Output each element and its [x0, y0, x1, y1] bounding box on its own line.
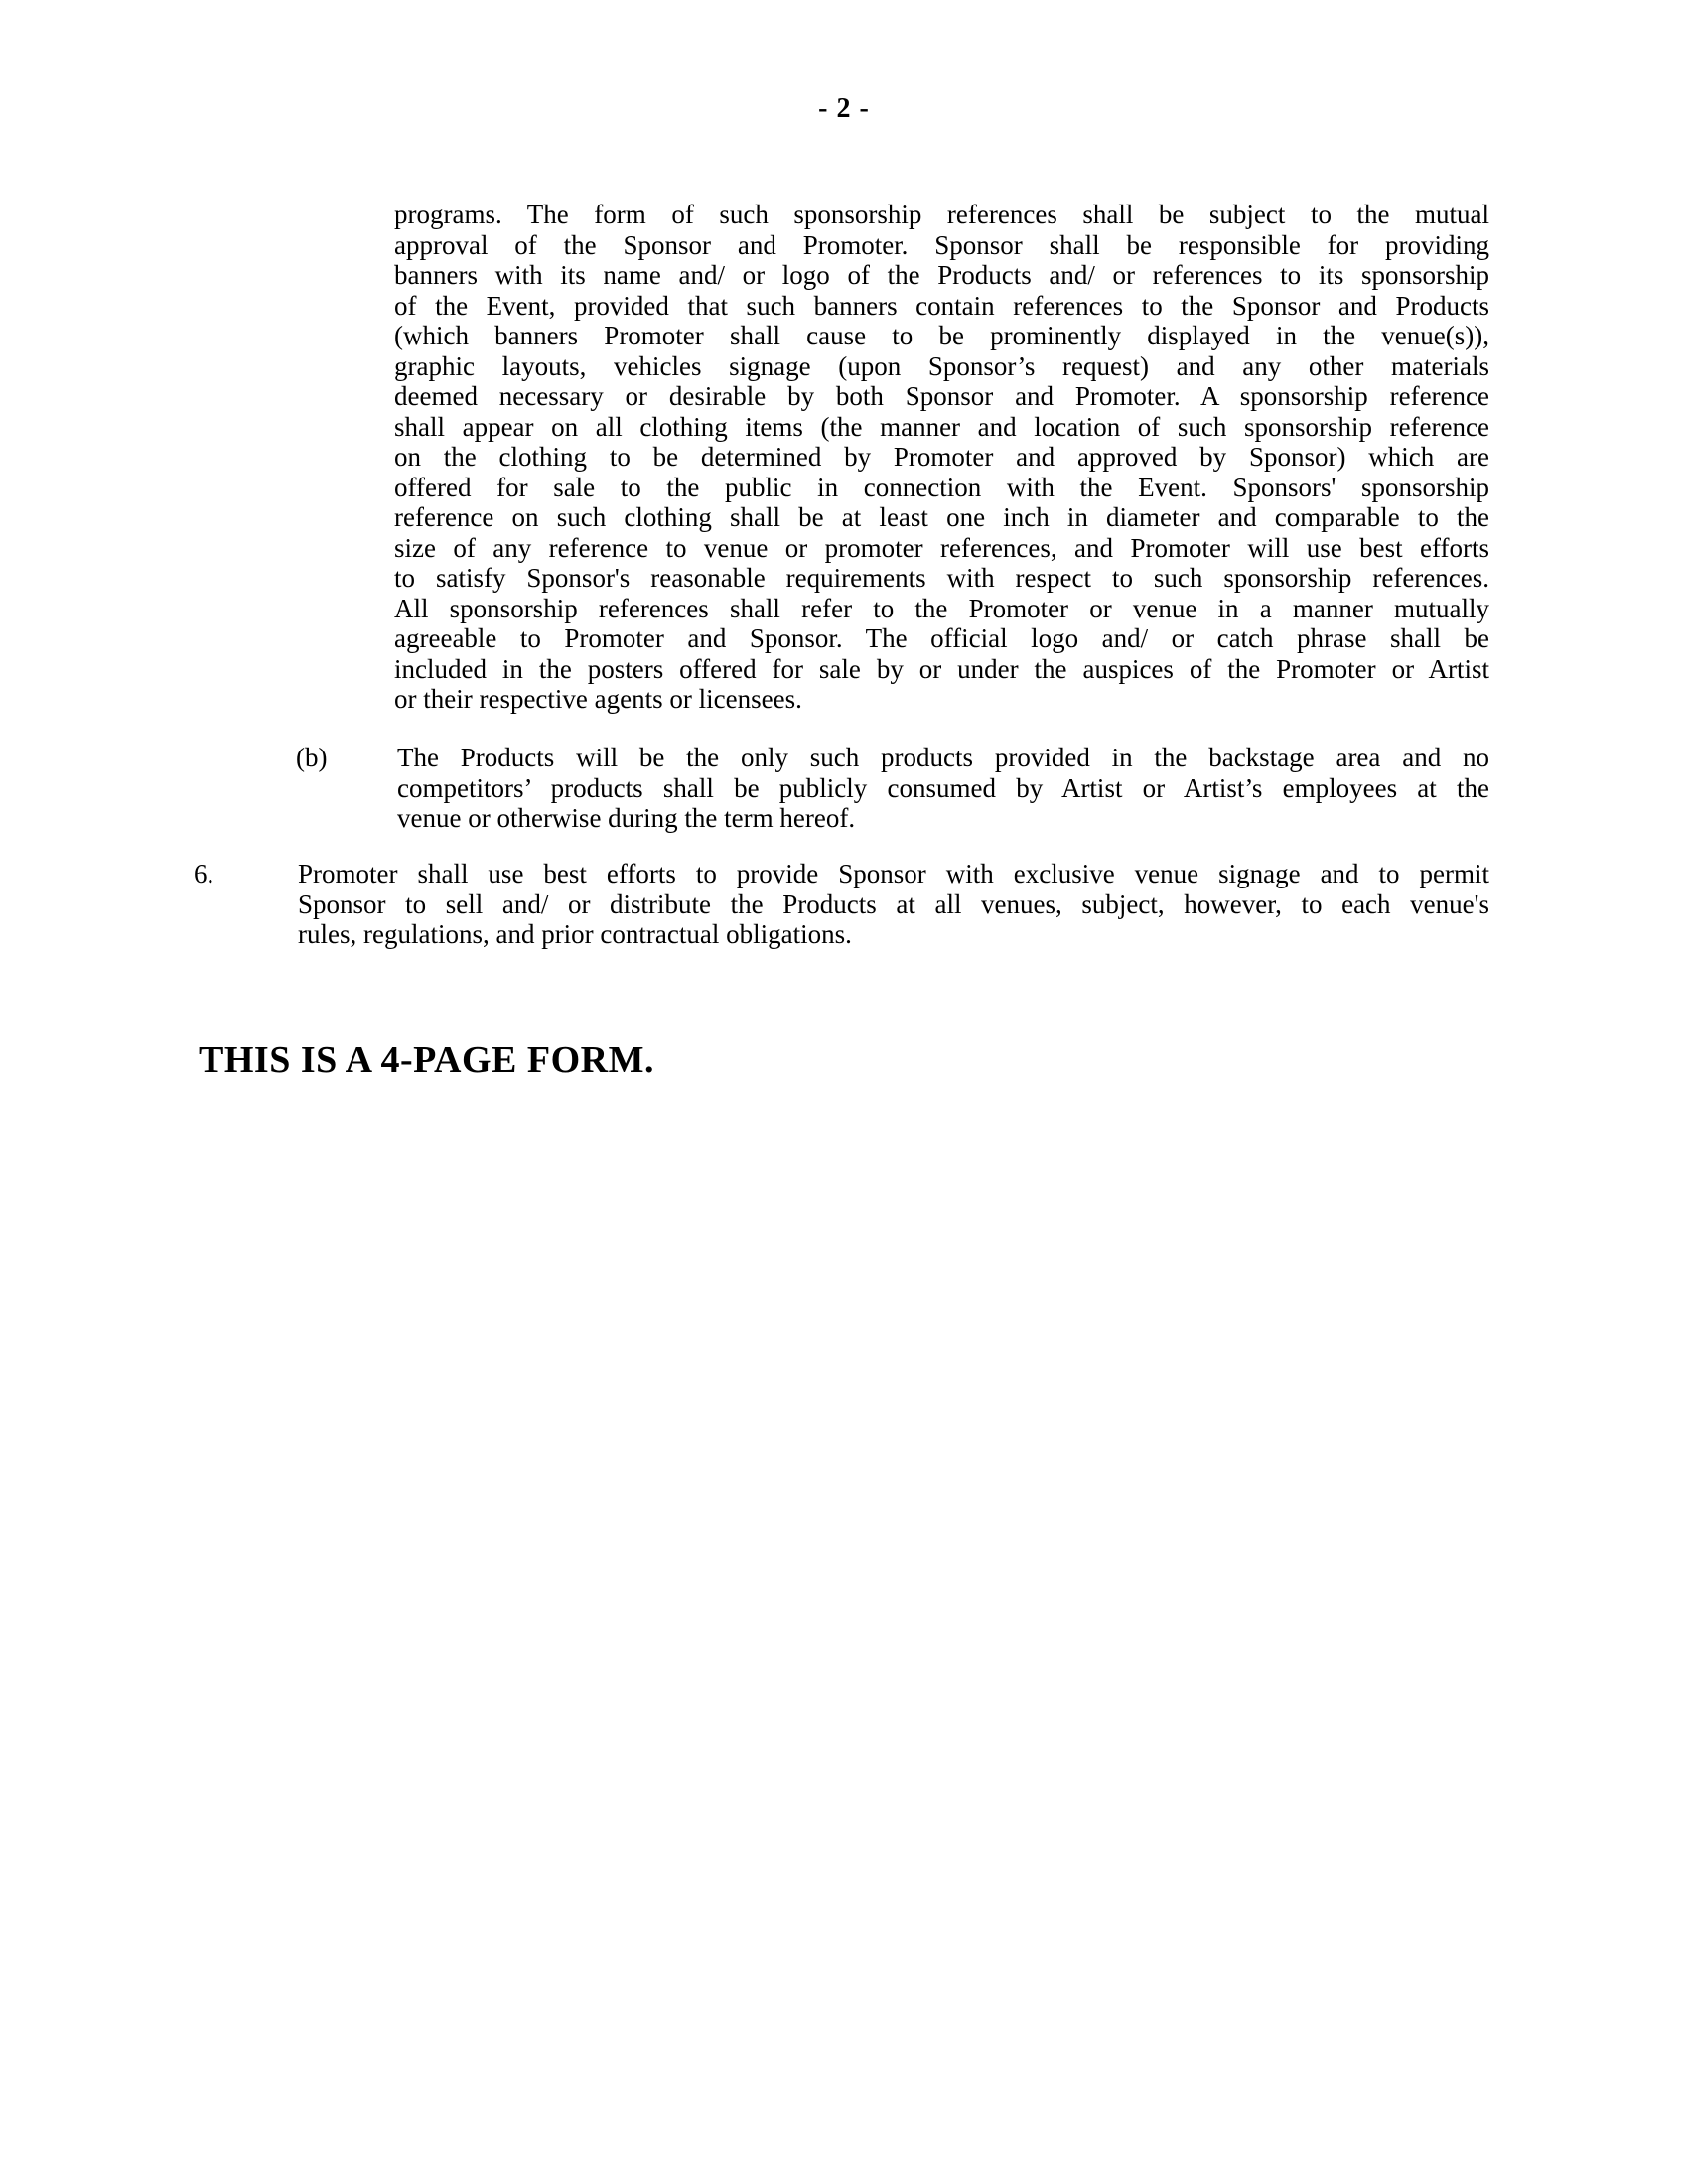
- text-line: shall appear on all clothing items (the manner and location of such sponsorship reference: [394, 411, 1489, 442]
- text-line: Promoter shall use best efforts to provide Sponsor with exclusive venue signage and to permit: [298, 859, 1489, 888]
- text-line: rules, regulations, and prior contractual obligations.: [298, 919, 852, 949]
- text-line: venue or otherwise during the term hereof.: [397, 803, 856, 833]
- text-line: competitors’ products shall be publicly consumed by Artist or Artist’s employees at the: [397, 772, 1489, 803]
- paragraph-continuation: [394, 200, 1489, 715]
- text-line: graphic layouts, vehicles signage (upon Sponsor’s request) and any other materials: [394, 350, 1489, 381]
- clause-b-text: [397, 743, 1489, 834]
- clause-b: [296, 743, 1489, 834]
- text-line: The Products will be the only such products provided in the backstage area and no: [397, 743, 1489, 772]
- text-line: programs. The form of such sponsorship references shall be subject to the mutual: [394, 200, 1489, 229]
- text-line: deemed necessary or desirable by both Sponsor and Promoter. A sponsorship reference: [394, 381, 1489, 411]
- section-6-number: 6.: [194, 859, 214, 888]
- text-line: size of any reference to venue or promoter references, and Promoter will use best efforts: [394, 532, 1489, 563]
- text-line: Sponsor to sell and/ or distribute the Products at all venues, subject, however, to each venue's: [298, 888, 1489, 919]
- text-line: of the Event, provided that such banners contain references to the Sponsor and Products: [394, 290, 1489, 321]
- text-line: offered for sale to the public in connection with the Event. Sponsors' sponsorship: [394, 472, 1489, 502]
- text-line: All sponsorship references shall refer to the Promoter or venue in a manner mutually: [394, 593, 1489, 623]
- text-line: agreeable to Promoter and Sponsor. The official logo and/ or catch phrase shall be: [394, 623, 1489, 653]
- text-line: approval of the Sponsor and Promoter. Sponsor shall be responsible for providing: [394, 229, 1489, 260]
- text-line: on the clothing to be determined by Promoter and approved by Sponsor) which are: [394, 442, 1489, 472]
- clause-b-label: (b): [296, 743, 328, 772]
- text-line: to satisfy Sponsor's reasonable requirements with respect to such sponsorship references.: [394, 563, 1489, 593]
- text-line: reference on such clothing shall be at least one inch in diameter and comparable to the: [394, 502, 1489, 532]
- text-line: or their respective agents or licensees.: [394, 684, 802, 714]
- section-6-text: [298, 859, 1489, 950]
- section-6: [194, 859, 1489, 950]
- page-number: - 2 -: [818, 93, 870, 124]
- form-page-note: THIS IS A 4-PAGE FORM.: [199, 1039, 654, 1081]
- text-line: banners with its name and/ or logo of the Products and/ or references to its sponsorship: [394, 260, 1489, 290]
- text-line: included in the posters offered for sale by or under the auspices of the Promoter or Artist: [394, 653, 1489, 684]
- text-line: (which banners Promoter shall cause to be prominently displayed in the venue(s)),: [394, 321, 1489, 350]
